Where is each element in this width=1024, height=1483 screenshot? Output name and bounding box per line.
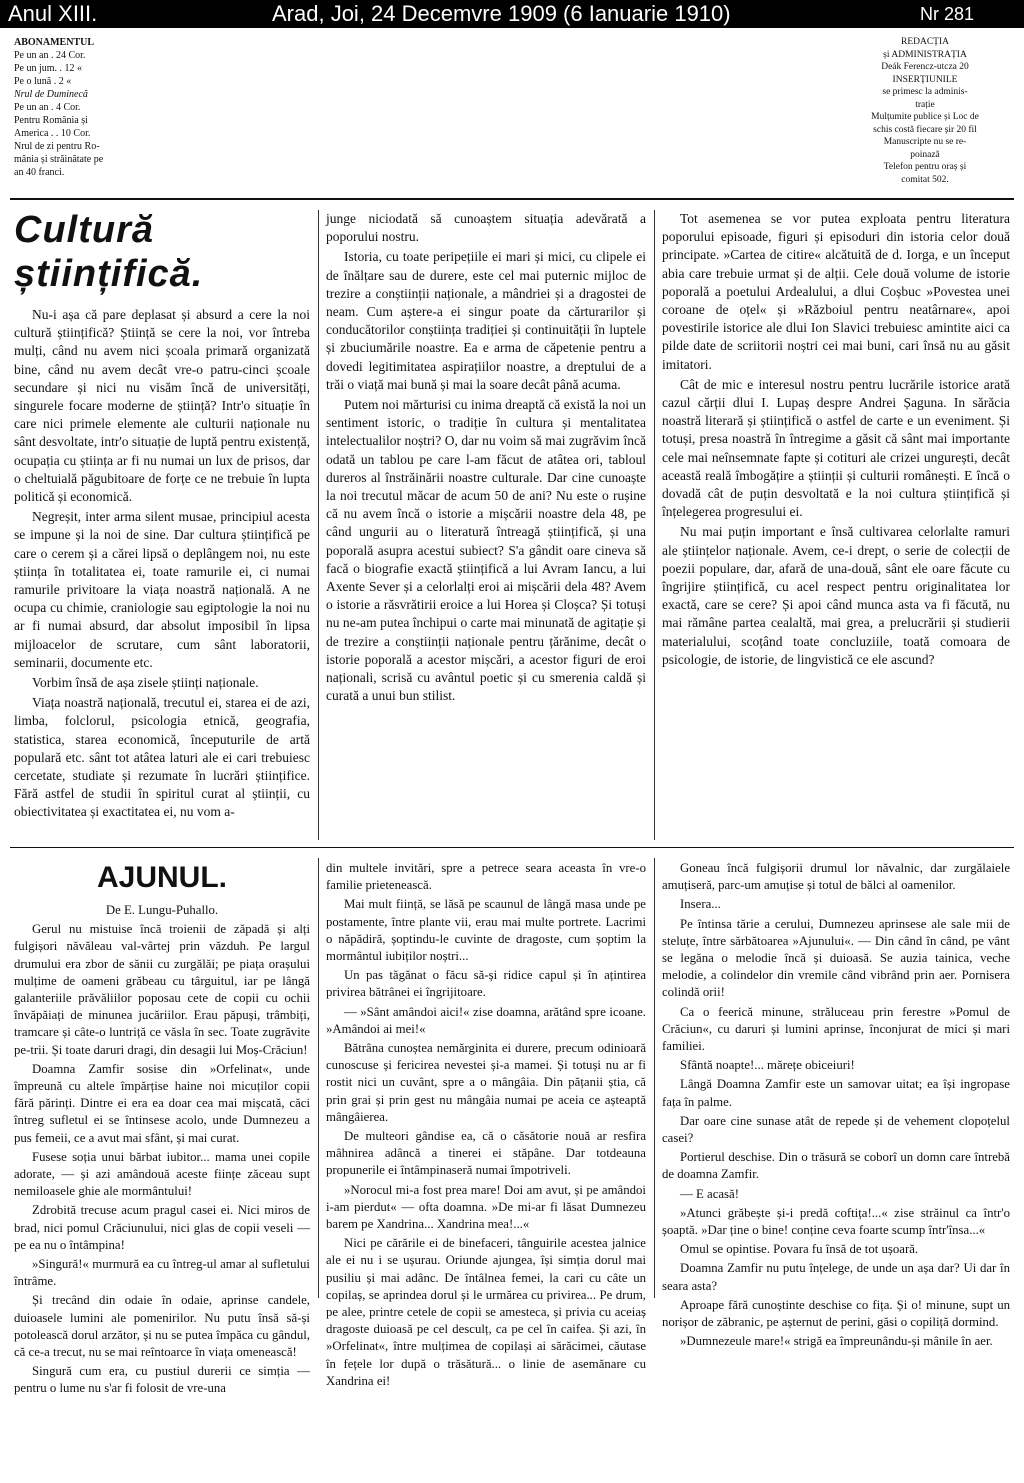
article2-paragraph: Doamna Zamfir sosise din »Orfelinat«, unde împreună cu altele împărțise haine noi micuților copii fără părinți. Dintre ei era ea doar cea mai mișcată, căci întreg sufletul ei se întinsese acolo, unde Dumnezeu a pus femeii, ce a avut mai sfânt, și mai curat.: [14, 1061, 310, 1145]
subscription-line: Pe un jum. . 12 «: [14, 63, 83, 74]
article2-paragraph: Insera...: [680, 897, 721, 912]
office-line: Telefon pentru oraș și: [883, 162, 967, 172]
subscription-box: [14, 36, 154, 179]
office-line: Mulțumite publice și Loc de: [871, 112, 979, 122]
office-line: INSERȚIUNILE: [892, 74, 958, 85]
subscription-line: Nrul de Duminecă: [14, 89, 88, 100]
article2-paragraph: Aproape fără cunoștinte deschise co fița. Și o! minune, supt un norișor de zăbranic, pe așternut de perini, găsi o copiliță dormind.: [662, 1297, 1010, 1330]
article2-paragraph: Sfântă noapte!... mărețe obiceiuri!: [680, 1058, 855, 1073]
article1-paragraph: Tot asemenea se vor putea exploata pentru literatura poporului episoade, figuri și episoduri din istoria celor două principate. »Cartea de citire« alcătuită de d. Iorga, e un început abia care trebuie urmat și de alții. Cele două volume de istorie poporală a poetului Ardealului, a dlui Coșbuc »Povestea unei coroane de oțel« și »Războiul pentru neatârnare«, apoi povestirile istorice ale dlui Ion Slavici trebuiesc amintite aici ca pilde date de scriitorii noștri cei mai buni, cari însă nu au găsit imitatori.: [662, 211, 1010, 372]
article2-paragraph: Lângă Doamna Zamfir este un samovar uitat; ea își ingropase fața în palme.: [662, 1077, 1010, 1109]
article2-paragraph: Nici pe cărările ei de binefaceri, tânguirile acestea jalnice ale ei nu i se ușurau. Oriunde ajungea, își simția dorul mai pusiliu și mai adânc. De întâlnea femei, la cari cu câte un copilaș, se aprindea dorul și le urmărea cu privirea... Pe drum, pe alee, printre cetele de copii se amesteca, și privia cu aceiaș dragoste duioasă pe cel desculț, ca pe cel în caifea. Și azi, în »Orfelinat«, între mulțimea de copilași ai sărăcimei, căutase în fețele lor după o trăsătură... o linie de asemănare cu Xandrina ei!: [326, 1236, 646, 1388]
article1-paragraph: Istoria, cu toate peripețiile ei mari și mici, cu clipele ei de înălțare sau de durere, este cel mai puternic mijloc de trezire a conștiinții naționale, a mândriei și a dragostei de neam. Cum aștere-a ei singur poate da cărturarilor și conducătorilor conștiința tradiției și continuității în luptele și zbuciumările noastre. Ea e arma de căpetenie pentru a dovedi legitimitatea aspirațiilor noastre, a dreptului de a trăi o viață mai bună și mai la soare decât până acuma.: [326, 249, 646, 392]
article2-paragraph: Omul se opintise. Povara fu însă de tot ușoară.: [680, 1242, 919, 1257]
office-line: și ADMINISTRAȚIA: [883, 49, 967, 60]
article1-column-1: [14, 208, 310, 824]
article2-paragraph: »Dumnezeule mare!« strigă ea împreunându-și mânile în aer.: [680, 1334, 993, 1349]
office-line: se primesc la adminis-: [882, 87, 968, 97]
article1-column-3: [662, 210, 1010, 671]
article2-byline: De E. Lungu-Puhallo.: [105, 903, 219, 917]
editorial-office-box: [840, 36, 1010, 186]
article2-paragraph: »Norocul mi-a fost prea mare! Doi am avut, și pe amândoi i-am pierdut« — ofta doamna. »De mi-ar fi lăsat Dumnezeu barem pe Xandrina... Xandrina mea!...«: [326, 1182, 646, 1232]
column-divider: [318, 858, 319, 1298]
subscription-line: Pe un an . 4 Cor.: [14, 102, 81, 113]
subscription-line: Pe o lună . 2 «: [14, 76, 72, 87]
article1-paragraph: Nu-i așa că pare deplasat și absurd a cere la noi cultură științifică? Știință se cere la noi, vor întreba mulți, când nu avem nici școala primară organizată bine, când nu avem decât vre-o patru-cinci școale secundare și nici nu visăm încă de universități, singurele focare moderne de știință? Intr'o situație în care nici primele elemente ale culturii naționale nu sânt desvoltate, intr'o situație de luptă pentru existență, ocupația cu știința ar fi nu numai un lux de prisos, dar o cheltuială păgubitoare de forțe ce ne trebuie în lupta politică și economică.: [14, 307, 310, 505]
article2-paragraph: Bătrâna cunoștea nemărginita ei durere, precum odinioară cunoscuse și fericirea nevestei și-a mamei. Și totuși nu ar fi rostit nici un cuvânt, spre a o mângâia. Din pățanii știa, că prin grai și prin gest nu mângâia numai pe aceia ce așteaptă mângâierea.: [326, 1041, 646, 1124]
column-divider: [654, 210, 655, 840]
article2-paragraph: Zdrobită trecuse acum pragul casei ei. Nici miros de brad, nici pomul Crăciunului, nici glas de copii veseli — pe ea nu o întâmpina!: [14, 1203, 310, 1252]
article2-paragraph: Fusese soția unui bărbat iubitor... mama unei copile adorate, — și azi amândouă aceste ființe zăceau supt nemiloasele ghie ale mormântului!: [14, 1149, 310, 1199]
article2-column-1: [14, 860, 310, 1400]
subscription-line: Pe un an . 24 Cor.: [14, 50, 86, 61]
article2-paragraph: Doamna Zamfir nu putu înțelege, de unde un așa dar? Ui dar în seara asta?: [662, 1261, 1010, 1293]
office-line: REDACȚIA: [900, 37, 950, 47]
article2-paragraph: Și trecând din odaie în odaie, aprinse candele, duioasele lumini ale pomenirilor. Nu putu însă să-și potolească dorul arzător, și nu se putea împăca cu gândul, că ce-a trecut, nu se mai reîntoarce în viața omenească!: [14, 1293, 310, 1360]
article2-paragraph: Goneau încă fulgișorii drumul lor năvalnic, dar zurgălaiele amuțiseră, parc-um amuțise și totul de bălci al oamenilor.: [662, 861, 1010, 893]
column-divider: [654, 858, 655, 1298]
subscription-line: an 40 franci.: [14, 167, 65, 178]
article1-paragraph: Putem noi mărturisi cu inima dreaptă că există la noi un sentiment istoric, o tradiție în cultura și mentalitatea intelectualilor noștri? O, dar nu voim să mai zugrăvim încă odată un tablou pe care l-am făcut de atâtea ori, tabloul dureros al înstrăinării noastre culturale. Dar cine cunoaște la noi trecutul măcar de acum 50 de ani? Nu este o rușine că nu avem încă o istorie a mișcării noastre dela 48, pe când ungurii au o literatură întreagă științifică, și una poporală asupra acestui subiect? S'a gândit oare cineva să facă o biografie exactă științifică a lui Avram Iancu, a lui Axente Sever și a celorlalți eroi ai mișcării dela 48? Avem o istorie a răsvrătirii eroice a lui Horea și Cloșca? Și totuși nu ne-am putea închipui o carte mai minunată de agitație și de trezire a conștiinții naționale pentru țărănime, decât o istorie poporală a acestor mișcări, a acestor figuri de eroi naționali, scrisă cu avântul poetic și cu smerenia caldă și curată a unui bun stilist.: [326, 397, 646, 704]
section-rule: [10, 847, 1014, 848]
subscription-line: mânia și străinătate pe: [14, 154, 104, 165]
header-rule: [10, 198, 1014, 200]
article2-paragraph: — »Sânt amândoi aici!« zise doamna, arătând spre icoane. »Amândoi ai mei!«: [326, 1004, 646, 1036]
article2-paragraph: Pe întinsa tărie a cerului, Dumnezeu aprinsese ale sale mii de steluțe, între sărbătoarea »Ajunului«. — Din când în când, pe vânt se legăna o melodie încă și duioasă. Se auzia tainica, veche melodie, a colindelor din vremile când vibrând prin aer. Pornisera colindă orii!: [662, 916, 1010, 1000]
article2-paragraph: Ca o feerică minune, străluceau prin ferestre »Pomul de Crăciun«, cu daruri și lumini aprinse, înconjurat de mici și mari familiei.: [662, 1004, 1010, 1054]
masthead-bar: [0, 0, 1024, 28]
subscription-title: ABONAMENTUL: [14, 37, 95, 48]
article2-paragraph: din multele invitări, spre a petrece seara aceasta în vre-o familie prietenească.: [326, 861, 646, 893]
article1-paragraph: Nu mai puțin important e însă cultivarea celorlalte ramuri ale științelor naționale. Avem, ce-i drept, o serie de colecții de poezii populare, dar, afară de una-două, sânt ele oare făcute cu îngrijire științifică, cu acel respect pentru originalitatea lor exactă, care se cere? Și apoi când munca asta va fi făcută, nu mai rămâne partea cealaltă, mai grea, a prelucrării și studierii materialului, scoțând toate concluziile, toată comoara de psicologie, de istorie, de lingvistică ce ele ascund?: [662, 524, 1010, 667]
article1-paragraph: Cât de mic e interesul nostru pentru lucrările istorice arată cazul cărții dlui I. Lupaș despre Andrei Șaguna. In sărăcia noastră literară și științifică o astfel de carte e un eveniment. Și totuși, presa noastră în întregime a găsit că sânt mai importante cele mai neînsemnate fapte și cotituri ale crizei ungurești, decât această reală îmbogățire a științii și culturii românești. E încă o dovadă cât de puțin desvoltată e la noi cultura științifică și înțelegerea progresului ei.: [662, 376, 1010, 520]
article1-paragraph: Viața noastră națională, trecutul ei, starea ei de azi, limba, folclorul, psicologia etnică, geografia, statistica, starea economică, începuturile de artă populară etc. sânt tot atâtea laturi ale ei cari trebuiesc cercetate, studiate și rezumate în lucrări științifice. Fără astfel de studii în spiritul curat al științii, cu obiectivitatea și exactitatea ei, nu vom a-: [14, 695, 310, 820]
article2-paragraph: »Atunci grăbește și-i predă coftița!...« zise străinul ca într'o șoaptă. »Dar ține o bine! conține ceva foarte scump într'însa...«: [662, 1205, 1010, 1238]
article1-paragraph: Vorbim însă de așa zisele științi naționale.: [32, 675, 259, 691]
article2-paragraph: Un pas tăgănat o făcu să-și ridice capul și în ațintirea privirea bătrânei ei îngrijitoare.: [326, 968, 646, 1000]
masthead-dateline: Arad, Joi, 24 Decemvre 1909 (6 Ianuarie 1910): [272, 1, 731, 26]
subscription-line: Nrul de zi pentru Ro-: [14, 141, 100, 152]
subscription-line: Pentru România și: [14, 115, 88, 126]
article2-paragraph: »Singură!« murmură ea cu întreg-ul amar al sufletului întrâme.: [14, 1257, 310, 1289]
article1-title: Cultură științifică.: [14, 209, 204, 295]
column-divider: [318, 210, 319, 840]
article2-paragraph: Singură cum era, cu pustiul durerii ce simția — pentru o lume nu s'ar fi folosit de vre-una: [14, 1364, 310, 1396]
subscription-line: America . . 10 Cor.: [14, 128, 91, 139]
masthead-year: Anul XIII.: [8, 1, 98, 26]
masthead-number: Nr 281: [920, 4, 975, 24]
article1-paragraph: Negreșit, inter arma silent musae, principiul acesta se impune și la noi de sine. Dar cultura științifică pe care o cerem și a cărei lipsă o deplângem noi, nu este știința în totalitatea ei, toate ramurile ei, ci numai ramurile privitoare la viața noastră națională. A ne ocupa cu chimie, craniologie sau egiptologie la noi nu ar fi numai absurd, dar absolut imposibil în lipsa mijloacelor de scrutare, cum sânt laboratorii, seminarii, documente etc.: [14, 509, 310, 670]
office-line: poinază: [910, 149, 940, 160]
article2-paragraph: Gerul nu mistuise încă troienii de zăpadă și alți fulgișori năvăleau val-vârtej prin văzduh. Pe largul drumului era zbor de sănii cu zurgălăi; pe piața orașului mulțime de oameni grăbeau cu târguitul, iar pe lângă galanteriile prăvăliilor poposau cete de copii cu ochii învăpăiați de minunea jucăriilor. Erau păpuși, trâmbiți, tramcare și câte-o luntriță ce văsla în sec. Toate zugrăvite pe-trii. Și toate daruri dragi, din desagii lui Moș-Crăciun!: [14, 922, 310, 1057]
office-line: schis costă fiecare șir 20 fil: [873, 124, 977, 135]
article2-paragraph: Dar oare cine sunase atât de repede și de vehement clopoțelul casei?: [662, 1113, 1010, 1146]
article2-paragraph: Portierul deschise. Din o trăsură se coborî un domn care întrebă de doamna Zamfir.: [662, 1150, 1010, 1182]
office-line: Deák Ferencz-utcza 20: [881, 62, 969, 72]
office-line: Manuscripte nu se re-: [883, 137, 967, 147]
article2-column-3: [662, 860, 1010, 1352]
article2-paragraph: — E acasă!: [680, 1186, 739, 1201]
article2-paragraph: De multeori gândise ea, că o căsătorie nouă ar resfira mâhnirea adâncă a tinerei ei stăpâne. Dar totdeauna propunerile ei întâmpinaseră numai împotriveli.: [326, 1129, 646, 1178]
article2-paragraph: Mai mult ființă, se lăsă pe scaunul de lângă masa unde pe postamente, între plante vii, erau mai multe portrete. Lacrimi o năpădiră, șoptindu-le cuvinte de dragoste, cum șoptim la mormântul iubiților noștri...: [326, 897, 646, 964]
article1-paragraph: junge niciodată să cunoaștem situația adevărată a poporului nostru.: [326, 211, 646, 245]
article2-column-2: [326, 860, 646, 1392]
office-line: trație: [915, 99, 935, 110]
article1-column-2: [326, 210, 646, 707]
article2-title: AJUNUL.: [96, 861, 227, 894]
office-line: comitat 502.: [901, 174, 949, 185]
